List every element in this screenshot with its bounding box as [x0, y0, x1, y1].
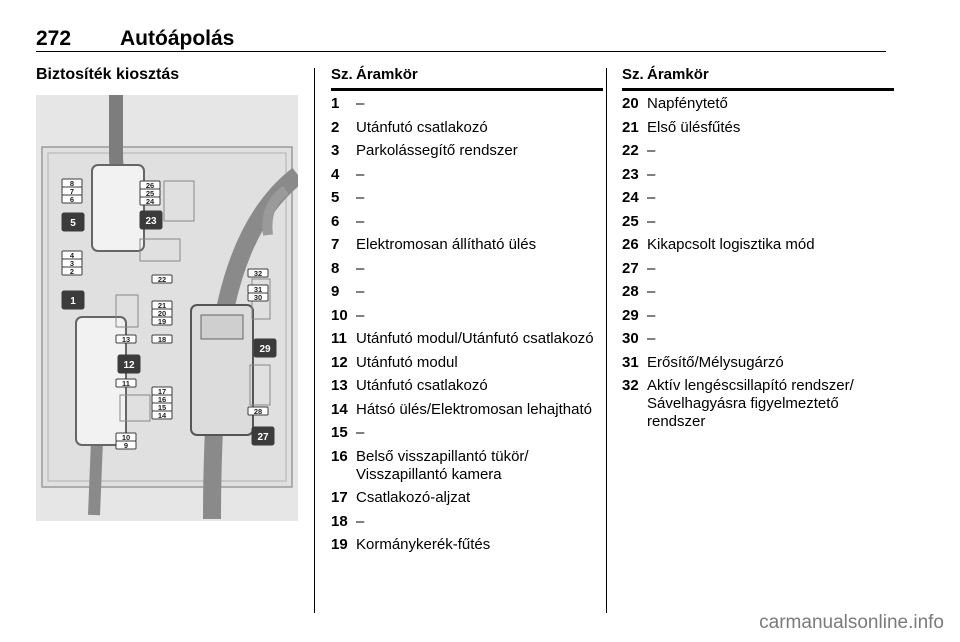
fuse-number: 19 [331, 536, 348, 553]
fuse-number: 4 [331, 165, 340, 183]
fuse-label [254, 339, 276, 357]
fuse-number: 5 [331, 189, 340, 206]
circuit-description: Belső visszapillantó tükör/ Visszapillantó kamera [356, 447, 529, 483]
fuse-label [116, 433, 136, 442]
fuse-label-text: 17 [157, 387, 167, 396]
fuse-number: 32 [622, 377, 639, 394]
table-row [622, 91, 894, 115]
circuit-description: – [356, 283, 365, 300]
fuse-label-text: 30 [253, 293, 263, 302]
fuse-number: 23 [622, 165, 639, 183]
table-row [331, 373, 603, 397]
fuse-label-text: 18 [157, 335, 167, 344]
table-row [622, 279, 894, 303]
fuse-label-text: 1 [70, 296, 76, 307]
fuse-label-text: 4 [69, 251, 75, 260]
table-row [331, 303, 603, 327]
circuit-description: Utánfutó csatlakozó [356, 118, 488, 136]
fuse-number: 25 [622, 212, 639, 230]
fuse-number: 17 [331, 489, 348, 506]
fuse-label [152, 411, 172, 420]
fuse-label-text: 5 [70, 218, 76, 229]
header-circuit: Áramkör [647, 66, 709, 83]
fuse-label-text: 28 [253, 407, 263, 416]
fuse-label [248, 269, 268, 278]
circuit-description: Erősítő/Mélysugárzó [647, 353, 784, 371]
fuse-label-text: 27 [257, 432, 269, 443]
fuse-label-text: 19 [157, 317, 167, 326]
fuse-label [62, 267, 82, 276]
table-row [331, 350, 603, 374]
table-row [622, 138, 894, 162]
circuit-description: – [647, 330, 656, 347]
fuse-label-text: 25 [145, 189, 155, 198]
circuit-description: Utánfutó modul/Utánfutó csatlakozó [356, 330, 594, 347]
fuse-table-column-1 [331, 66, 603, 556]
circuit-description: Csatlakozó-aljzat [356, 489, 471, 506]
table-row [331, 232, 603, 256]
fuse-number: 6 [331, 212, 340, 230]
circuit-description: – [647, 283, 656, 300]
watermark: carmanualsonline.info [759, 612, 944, 633]
fuse-box-diagram [36, 95, 298, 521]
table-row [622, 209, 894, 233]
fuse-number: 26 [622, 236, 639, 253]
fuse-label-text: 20 [157, 309, 167, 318]
fuse-number: 7 [331, 236, 340, 253]
table-row [622, 303, 894, 327]
table-row [622, 162, 894, 186]
fuse-label [140, 211, 162, 229]
fuse-label-text: 14 [157, 411, 167, 420]
fuse-number: 1 [331, 95, 340, 112]
fuse-label-text: 31 [253, 285, 263, 294]
circuit-description: – [647, 212, 656, 230]
fuse-label [248, 285, 268, 294]
circuit-description: – [356, 212, 365, 230]
circuit-description: – [647, 306, 656, 324]
fuse-label-text: 9 [123, 441, 129, 450]
fuse-label [116, 335, 136, 344]
fuse-label-text: 29 [259, 344, 271, 355]
table-row [331, 420, 603, 444]
fuse-label-text: 22 [157, 275, 167, 284]
column-divider [314, 68, 315, 613]
table-row [622, 232, 894, 256]
table-header [331, 66, 603, 91]
fuse-number: 31 [622, 353, 639, 371]
fuse-number: 11 [331, 330, 347, 347]
fuse-number: 15 [331, 424, 348, 441]
table-header [622, 66, 894, 91]
fuse-label [152, 335, 172, 344]
fuse-label-text: 2 [69, 267, 75, 276]
fuse-number: 18 [331, 512, 348, 530]
circuit-description: Napfénytető [647, 95, 728, 112]
fuse-label-text: 7 [69, 187, 75, 196]
fuse-number: 28 [622, 283, 639, 300]
fuse-number: 20 [622, 95, 639, 112]
fuse-label-text: 12 [123, 360, 135, 371]
table-row [331, 279, 603, 303]
fuse-number: 3 [331, 142, 340, 159]
circuit-description: – [356, 95, 365, 112]
circuit-description: Utánfutó modul [356, 353, 458, 371]
fuse-label [152, 275, 172, 284]
fuse-label-text: 11 [122, 379, 130, 388]
fuse-label-text: 26 [145, 181, 155, 190]
fuse-number: 27 [622, 259, 639, 277]
fuse-label [152, 317, 172, 326]
circuit-description: – [647, 142, 656, 159]
circuit-description: – [356, 189, 365, 206]
table-row [331, 138, 603, 162]
page-header [36, 27, 886, 52]
fuse-box-illustration [36, 95, 298, 521]
fuse-number: 9 [331, 283, 340, 300]
fuse-label [152, 301, 172, 310]
circuit-description: Utánfutó csatlakozó [356, 377, 488, 394]
table-row [331, 115, 603, 139]
fuse-label [62, 259, 82, 268]
table-row [622, 373, 894, 433]
fuse-number: 30 [622, 330, 639, 347]
header-number: Sz. [622, 66, 644, 83]
table-row [331, 485, 603, 509]
fuse-number: 14 [331, 400, 348, 418]
table-row [331, 509, 603, 533]
fuse-label [140, 189, 160, 198]
table-row [622, 256, 894, 280]
fuse-label [248, 407, 268, 416]
fuse-label-text: 10 [121, 433, 131, 442]
circuit-description: Kikapcsolt logisztika mód [647, 236, 815, 253]
table-row [331, 91, 603, 115]
table-row [331, 444, 603, 486]
table-row [331, 209, 603, 233]
fuse-label-text: 16 [157, 395, 167, 404]
fuse-label-text: 6 [69, 195, 75, 204]
circuit-description: Aktív lengéscsillapító rendszer/ Sávelhagyásra figyelmeztető rendszer [647, 377, 854, 430]
fuse-label [118, 355, 140, 373]
table-row [622, 185, 894, 209]
fuse-label-text: 23 [145, 216, 157, 227]
fuse-label-text: 13 [121, 335, 131, 344]
table-row [331, 532, 603, 556]
fuse-label-text: 24 [145, 197, 155, 206]
table-row [622, 326, 894, 350]
fuse-label [140, 197, 160, 206]
fuse-number: 13 [331, 377, 348, 394]
fuse-label [116, 441, 136, 450]
circuit-description: – [647, 189, 656, 206]
chapter-title: Autóápolás [120, 27, 235, 50]
fuse-number: 22 [622, 142, 639, 159]
circuit-description: – [647, 259, 656, 277]
fuse-label [152, 309, 172, 318]
circuit-description: – [356, 259, 365, 277]
circuit-description: Első ülésfűtés [647, 118, 741, 136]
table-row [622, 350, 894, 374]
fuse-label-text: 3 [69, 259, 75, 268]
table-row [331, 162, 603, 186]
fuse-label [62, 195, 82, 204]
fuse-label [152, 387, 172, 396]
fuse-number: 8 [331, 259, 340, 277]
fuse-label [248, 293, 268, 302]
fuse-label [152, 403, 172, 412]
circuit-description: Parkolássegítő rendszer [356, 142, 518, 159]
circuit-description: Hátsó ülés/Elektromosan lehajtható [356, 400, 592, 418]
fuse-number: 24 [622, 189, 639, 206]
fuse-number: 12 [331, 353, 348, 371]
fuse-table-column-2 [622, 66, 894, 433]
table-row [331, 185, 603, 209]
circuit-description: – [356, 306, 365, 324]
fuse-number: 21 [622, 118, 639, 136]
circuit-description: – [356, 424, 365, 441]
fuse-label-text: 15 [157, 403, 167, 412]
circuit-description: – [356, 512, 365, 530]
fuse-label [140, 181, 160, 190]
fuse-number: 2 [331, 118, 340, 136]
fuse-label [62, 291, 84, 309]
header-circuit: Áramkör [356, 66, 418, 83]
fuse-label [62, 251, 82, 260]
fuse-label-text: 32 [253, 269, 263, 278]
fuse-label [116, 379, 136, 388]
fuse-label-text: 21 [157, 301, 167, 310]
circuit-description: Elektromosan állítható ülés [356, 236, 537, 253]
circuit-description: – [647, 165, 656, 183]
header-number: Sz. [331, 66, 353, 83]
table-row [622, 115, 894, 139]
fuse-number: 16 [331, 447, 348, 465]
fuse-number: 10 [331, 306, 348, 324]
fuse-label [62, 179, 82, 188]
table-row [331, 256, 603, 280]
fuse-label [62, 187, 82, 196]
circuit-description: Kormánykerék-fűtés [356, 536, 491, 553]
fuse-label [62, 213, 84, 231]
fuse-label-text: 8 [69, 179, 75, 188]
circuit-description: – [356, 165, 365, 183]
fuse-label [252, 427, 274, 445]
section-title: Biztosíték kiosztás [36, 66, 180, 83]
fuse-label [152, 395, 172, 404]
column-divider [606, 68, 607, 613]
table-row [331, 397, 603, 421]
fuse-number: 29 [622, 306, 639, 324]
page-number: 272 [36, 27, 72, 50]
table-row [331, 326, 603, 350]
